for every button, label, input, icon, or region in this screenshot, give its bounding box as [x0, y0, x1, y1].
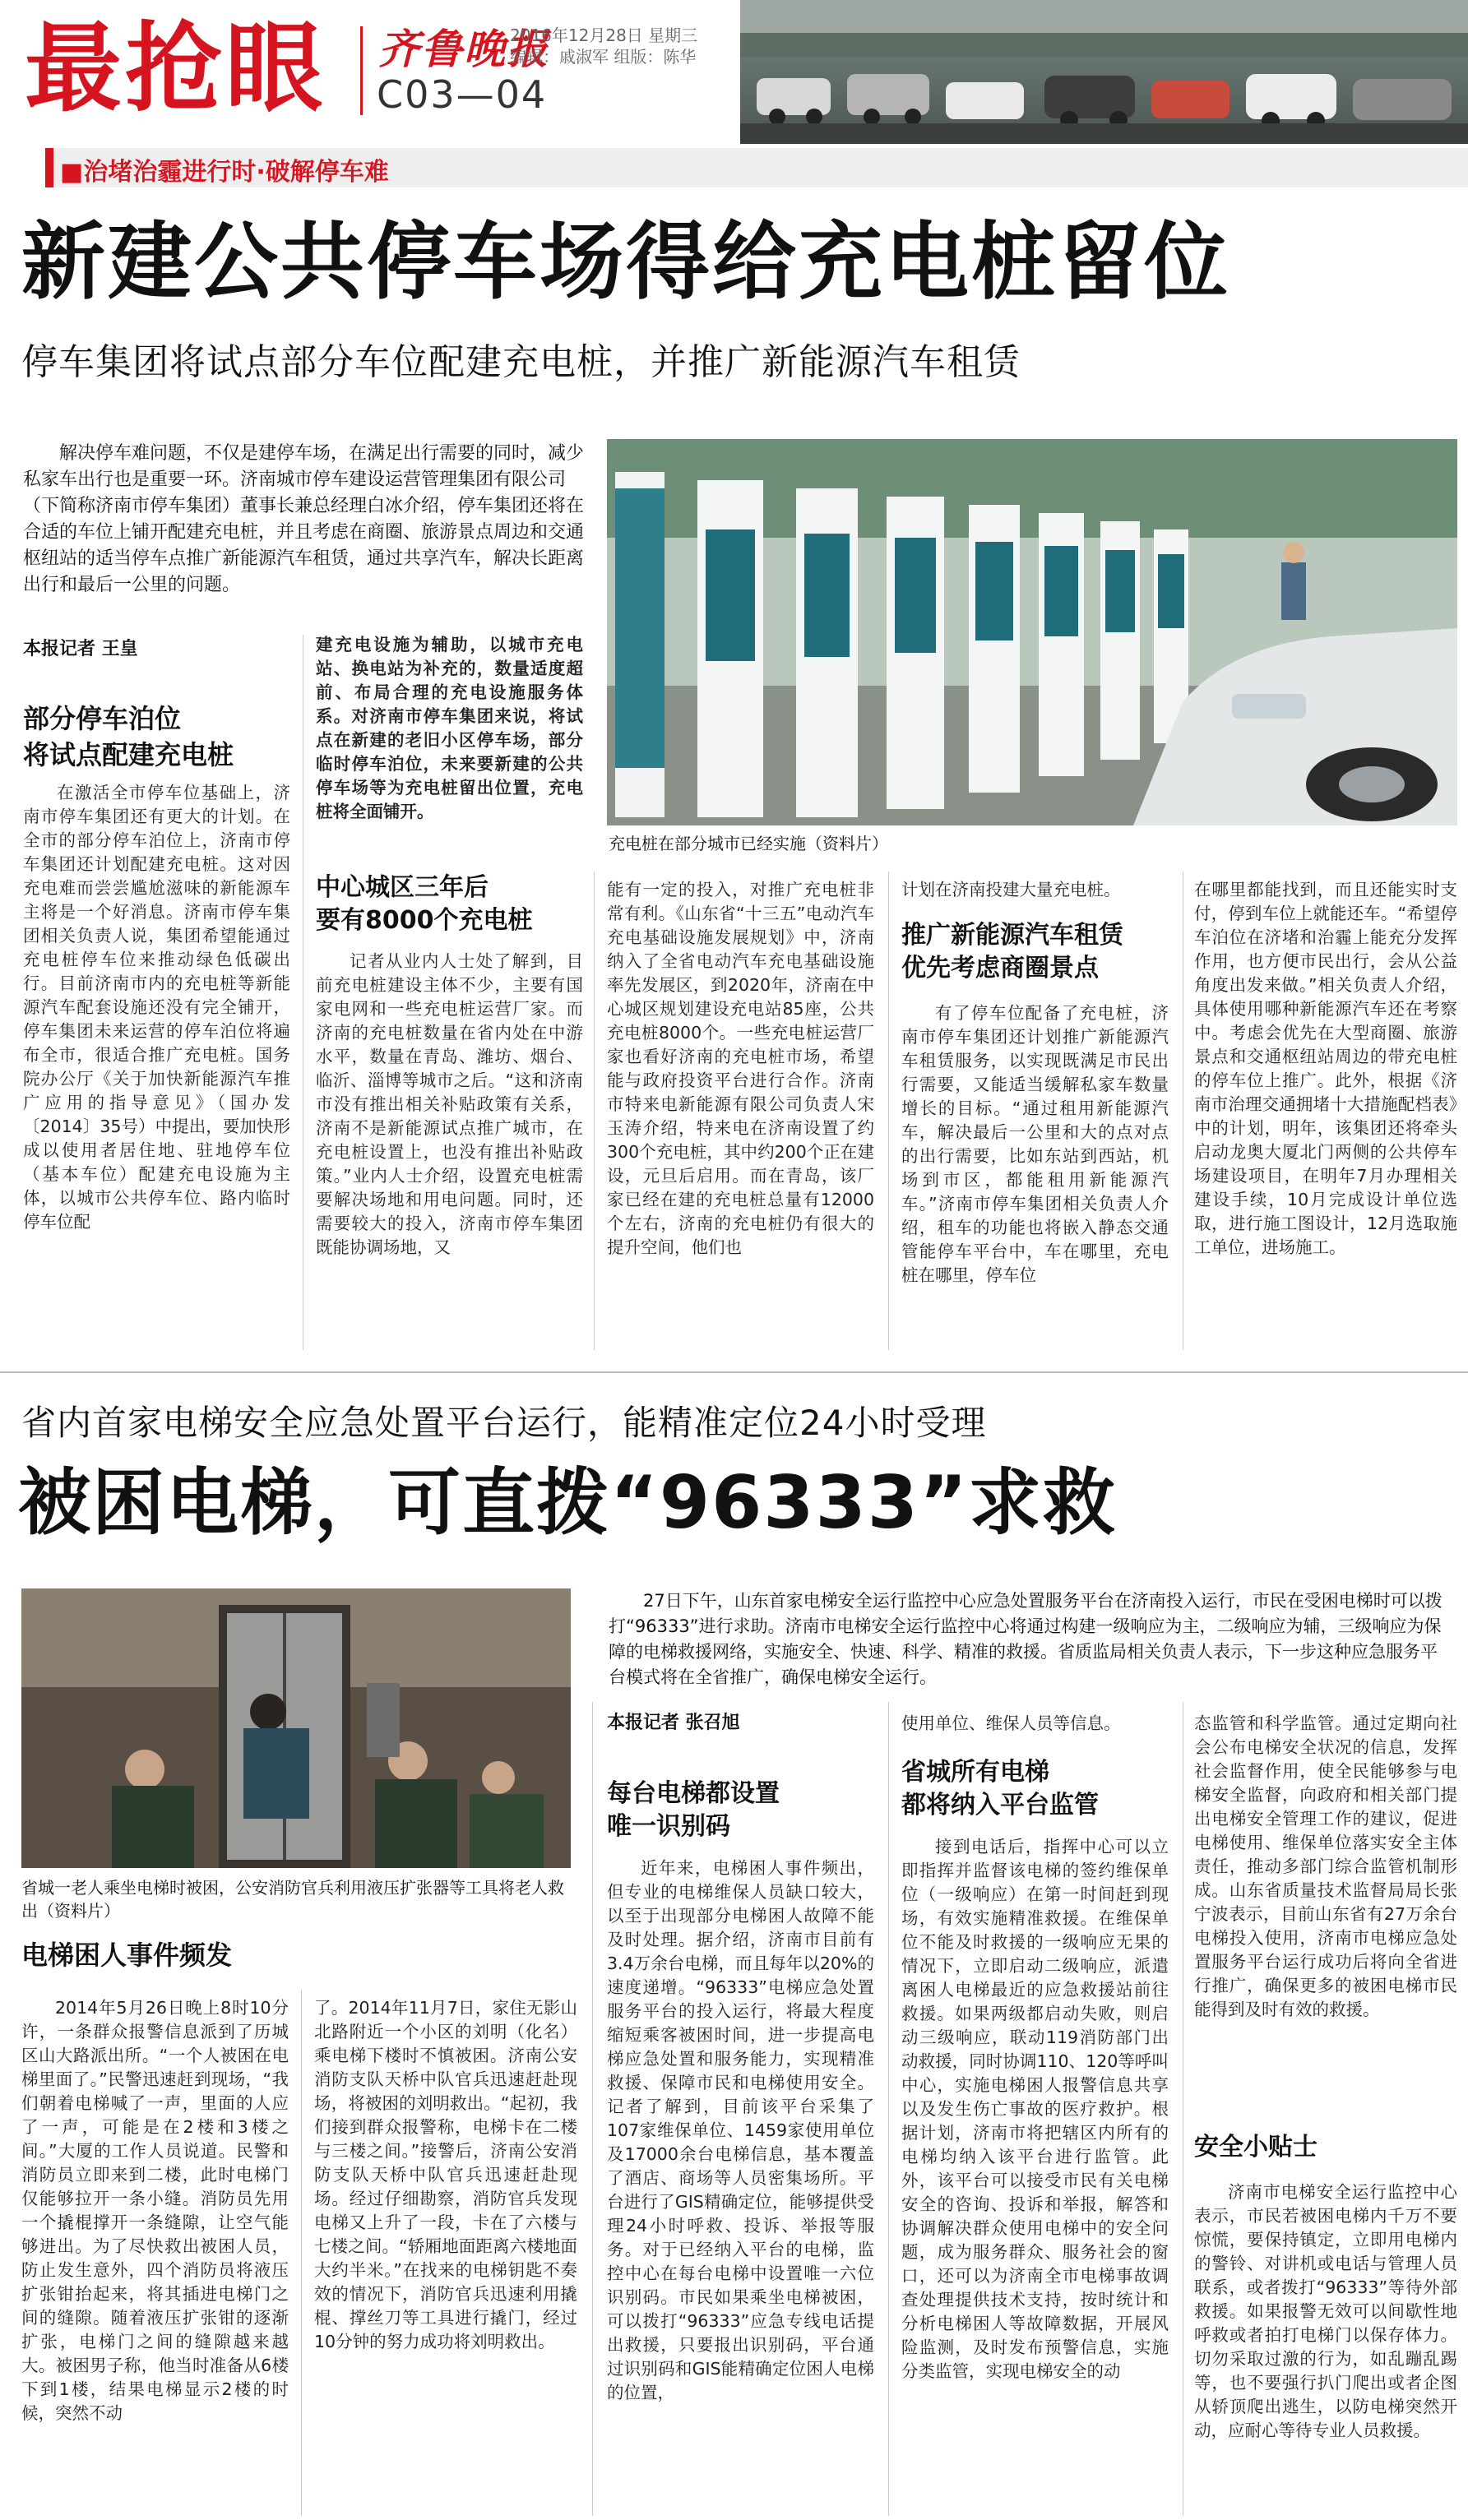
story2-byline: 本报记者 张召旭 — [607, 1713, 740, 1733]
story2-s2-text: 近年来，电梯困人事件频出，但专业的电梯维保人员缺口较大，以至于出现部分电梯困人故障不能及时处理。据介绍，济南市目前有3.4万余台电梯，而且每年以20%的速度递增。“96333”电梯应急处置服务平台的投入运行，将最大程度缩短乘客被困时间，进一步提高电梯应急处置和服务能力，实现精准救援、保障市民和电梯使用安全。记者了解到，目前该平台采集了107家维保单位、1459家使用单位及17000余台电梯信息，基本覆盖了酒店、商场等人员密集场所。平台进行了GIS精确定位，能够提供受理24小时呼救、投诉、举报等服务。对于已经纳入平台的电梯，监控中心在每台电梯中设置唯一六位识别码。市民如果乘坐电梯被困，可以拨打“96333”应急专线电话提出救援，只要报出识别码，平台通过识别码和GIS能精确定位困人电梯的位置， — [607, 1858, 874, 2402]
heading-line: 每台电梯都设置 — [607, 1779, 780, 1808]
heading-line: 唯一识别码 — [607, 1812, 730, 1841]
column-rule — [592, 1702, 593, 2516]
story1-col3-text: 能有一定的投入，对推广充电桩非常有利。《山东省“十三五”电动汽车充电基础设施发展规划》中，济南纳入了全省电动汽车充电基础设施率先发展区，到2020年，济南在中心城区规划建设充电站85座，公共充电桩8000个。一些充电桩运营厂家也看好济南的充电桩市场，希望能与政府投资平台进行合作。济南市特来电新能源有限公司负责人宋玉涛介绍，特来电在济南设置了约300个充电桩，其中约200个正在建设，元旦后启用。而在青岛，该厂家已经在建的充电桩总量有12000个左右，济南的充电桩仍有很大的提升空间，他们也 — [607, 880, 874, 1257]
heading-line: 优先考虑商圈景点 — [901, 954, 1099, 983]
elevator-rescue-photo — [21, 1588, 571, 1868]
story1-section2-heading — [316, 872, 583, 937]
story2-s3-col2-text: 态监管和科学监管。通过定期向社会公布电梯安全状况的信息，发挥社会监督作用，使全民能够参与电梯安全监督，向政府和相关部门提出电梯安全管理工作的建议，促进电梯使用、维保单位落实安全主体责任，推动多部门综合监管机制形成。山东省质量技术监督局局长张宁波表示，目前山东省有27万余台电梯投入使用，济南市电梯应急处置服务平台运行成功后将向全省进行推广，确保更多的被困电梯市民能得到及时有效的救援。 — [1194, 1713, 1457, 2019]
story2-subheadline: 省内首家电梯安全应急处置平台运行，能精准定位24小时受理 — [21, 1403, 987, 1443]
heading-line: 要有8000个充电桩 — [316, 906, 533, 935]
traffic-photo — [740, 0, 1468, 144]
topic-bar-label: ■治堵治霾进行时·破解停车难 — [60, 158, 389, 187]
story-divider — [0, 1371, 1468, 1373]
column-rule — [888, 872, 889, 1350]
elevator-photo-caption: 省城一老人乘坐电梯时被困，公安消防官兵利用液压扩张器等工具将老人救出（资料片） — [21, 1878, 564, 1921]
story1-col1-text: 在激活全市停车位基础上，济南市停车集团还有更大的计划。在全市的部分停车泊位上，济南市停车集团还计划配建充电桩。这对因充电难而尝尝尴尬滋味的新能源车主将是一个好消息。济南市停车集团相关负责人说，集团希望能通过充电桩停车位来推动绿色低碳出行。目前济南市内的充电桩等新能源汽车配套设施还没有完全铺开，停车集团未来运营的停车泊位将遍布全市，很适合推广充电桩。国务院办公厅《关于加快新能源汽车推广应用的指导意见》（国办发〔2014〕35号）中提出，要加快形成以使用者居住地、驻地停车位（基本车位）配建充电设施为主体，以城市公共停车位、路内临时停车位配 — [23, 783, 290, 1232]
story2-s3-col1a-text: 使用单位、维保人员等信息。 — [901, 1713, 1121, 1733]
column-rule — [301, 1990, 302, 2516]
column-rule — [888, 1702, 889, 2516]
heading-line: 都将纳入平台监管 — [901, 1791, 1099, 1819]
charging-station-photo — [607, 439, 1457, 825]
story2-headline: 被困电梯，可直拨“96333”求救 — [18, 1460, 1117, 1545]
story2-s1-col1-text: 2014年5月26日晚上8时10分许，一条群众报警信息派到了历城区山大路派出所。“一个人被困在电梯里面了。”民警迅速赶到现场，“我们朝着电梯喊了一声，里面的人应了一声，可能是在2楼和3楼之间。”大厦的工作人员说道。民警和消防员立即来到二楼，此时电梯门仅能够拉开一条小缝。消防员先用一个撬棍撑开一条缝隙，让空气能够进出。为了尽快救出被困人员，防止发生意外，四个消防员将液压扩张钳抬起来，将其插进电梯门之间的缝隙。随着液压扩张钳的逐渐扩张，电梯门之间的缝隙越来越大。被困男子称，他当时准备从6楼下到1楼，结果电梯显示2楼的时候，突然不动 — [21, 1998, 289, 2423]
heading-line: 省城所有电梯 — [901, 1758, 1049, 1787]
story1-byline: 本报记者 王皇 — [23, 639, 138, 659]
story2-section2-heading — [607, 1778, 870, 1843]
topic-bar — [45, 148, 1468, 187]
issue-date: 2016年12月28日 星期三 — [510, 25, 698, 45]
story2-s1-col2-text: 了。2014年11月7日，家住无影山北路附近一个小区的刘明（化名）乘电梯下楼时不慎被困。济南公安消防支队天桥中队官兵迅速赶赴现场，将被困的刘明救出。“起初，我们接到群众报警称，电梯卡在二楼与三楼之间。”接警后，济南公安消防支队天桥中队官兵迅速赶赴现场。经过仔细勘察，消防官兵发现电梯又上升了一段，卡在了六楼与七楼之间。“轿厢地面距离六楼地面大约半米。”在找来的电梯钥匙不奏效的情况下，消防官兵迅速利用撬棍、撑丝刀等工具进行撬门，经过10分钟的努力成功将刘明救出。 — [314, 1998, 577, 2351]
story2-lead: 27日下午，山东首家电梯安全运行监控中心应急处置服务平台在济南投入运行，市民在受困电梯时可以拨打“96333”进行求助。济南市电梯安全运行监控中心将通过构建一级响应为主，二级响应为辅，三级响应为保障的电梯救援网络，实施安全、快速、科学、精准的救援。省质监局相关负责人表示，下一步这种应急服务平台模式将在全省推广，确保电梯安全运行。 — [609, 1591, 1443, 1687]
page-number: C03—04 — [377, 72, 548, 117]
heading-line: 将试点配建充电桩 — [23, 739, 234, 770]
heading-line: 中心城区三年后 — [316, 873, 489, 902]
story1-headline: 新建公共停车场得给充电桩留位 — [21, 214, 1230, 312]
safety-tips-text: 济南市电梯安全运行监控中心表示，市民若被困电梯内千万不要惊慌，要保持镇定，立即用电梯内的警铃、对讲机或电话与管理人员联系，或者拨打“96333”等待外部救援。如果报警无效可以间歇性地呼救或者拍打电梯门以保存体力。切勿采取过激的行为，如乱蹦乱踢等，也不要强行扒门爬出或者企图从轿顶爬出逃生，以防电梯突然开动，应耐心等待专业人员救援。 — [1194, 2182, 1457, 2440]
story1-col4b-text: 有了停车位配备了充电桩，济南市停车集团还计划推广新能源汽车租赁服务，以实现既满足市民出行需要，又能适当缓解私家车数量增长的目标。“通过租用新能源汽车，解决最后一公里和大的点对点的出行需要，比如东站到西站，机场到市区，都能租用新能源汽车。”济南市停车集团相关负责人介绍，租车的功能也将嵌入静态交通管能停车平台中，车在哪里，充电桩在哪里，停车位 — [901, 1003, 1169, 1285]
story2-section3-heading — [901, 1756, 1169, 1822]
charging-photo-caption: 充电桩在部分城市已经实施（资料片） — [609, 834, 888, 853]
story1-lead: 解决停车难问题，不仅是建停车场，在满足出行需要的同时，减少私家车出行也是重要一环。济南城市停车建设运营管理集团有限公司（下简称济南市停车集团）董事长兼总经理白冰介绍，停车集团还将在合适的车位上铺开配建充电桩，并且考虑在商圈、旅游景点周边和交通枢纽站的适当停车点推广新能源汽车租赁，通过共享汽车，解决长距离出行和最后一公里的问题。 — [23, 443, 585, 595]
editors-credit: 编辑：戚淑军 组版：陈华 — [510, 47, 697, 67]
safety-tips-heading: 安全小贴士 — [1194, 2133, 1317, 2162]
story2-section1-heading: 电梯困人事件频发 — [21, 1940, 233, 1971]
story2-s3-col1b-text: 接到电话后，指挥中心可以立即指挥并监督该电梯的签约维保单位（一级响应）在第一时间赶到现场，有效实施精准救援。在维保单位不能及时救援的一级响应无果的情况下，立即启动二级响应，派遣离困人电梯最近的应急救援站前往救援。如果两级都启动失败，则启动三级响应，联动119消防部门出动救援，同时协调110、120等呼叫中心，实施电梯困人报警信息共享以及发生伤亡事故的医疗救护。根据计划，济南市将把辖区内所有的电梯均纳入该平台进行监管。此外，该平台可以接受市民有关电梯安全的咨询、投诉和举报，解答和协调解决群众使用电梯中的安全问题，成为服务群众、服务社会的窗口，还可以为济南全市电梯事故调查处理提供技术支持，按时统计和分析电梯困人等故障数据，开展风险监测，及时发布预警信息，实施分类监管，实现电梯安全的动 — [901, 1837, 1169, 2381]
column-rule — [594, 872, 595, 1350]
story1-subheadline: 停车集团将试点部分车位配建充电桩，并推广新能源汽车租赁 — [21, 341, 1021, 383]
masthead-divider — [360, 26, 363, 115]
story1-col4a-text: 计划在济南投建大量充电桩。 — [901, 880, 1121, 899]
story1-section1-heading — [23, 701, 303, 773]
story1-col2a-text: 建充电设施为辅助，以城市充电站、换电站为补充的，数量适度超前、布局合理的充电设施服务体系。对济南市停车集团来说，将试点在新建的老旧小区停车场，部分临时停车泊位，未来要新建的公共停车场等为充电桩留出位置，充电桩将全面铺开。 — [316, 635, 583, 821]
story1-section3-heading — [901, 919, 1181, 985]
heading-line: 部分停车泊位 — [23, 703, 182, 734]
heading-line: 推广新能源汽车租赁 — [901, 921, 1123, 950]
story1-col5-text: 在哪里都能找到，而且还能实时支付，停到车位上就能还车。“希望停车泊位在济堵和治霾上能充分发挥作用，也方便市民出行，会从公益角度出发来做。”相关负责人介绍，具体使用哪种新能源汽车还在考察中。考虑会优先在大型商圈、旅游景点和交通枢纽站周边的带充电桩的停车位上推广。此外，根据《济南市治理交通拥堵十大措施配档表》中的计划，明年，该集团还将牵头启动龙奥大厦北门两侧的公共停车场建设项目，在明年7月办理相关建设手续，10月完成设计单位选取，进行施工图设计，12月选取施工单位，进场施工。 — [1194, 880, 1457, 1257]
section-title: 最抢眼 — [25, 12, 326, 125]
newspaper-logo: 齐鲁晚报 — [378, 25, 549, 73]
story1-col2b-text: 记者从业内人士处了解到，目前充电桩建设主体不少，主要有国家电网和一些充电桩运营厂家。而济南的充电桩数量在省内处在中游水平，数量在青岛、潍坊、烟台、临沂、淄博等城市之后。“这和济南市没有推出相关补贴政策有关系，济南不是新能源试点推广城市，在充电桩设置上，也没有推出补贴政策。”业内人士介绍，设置充电桩需要解决场地和用电问题。同时，还需要较大的投入，济南市停车集团既能协调场地，又 — [316, 951, 583, 1257]
